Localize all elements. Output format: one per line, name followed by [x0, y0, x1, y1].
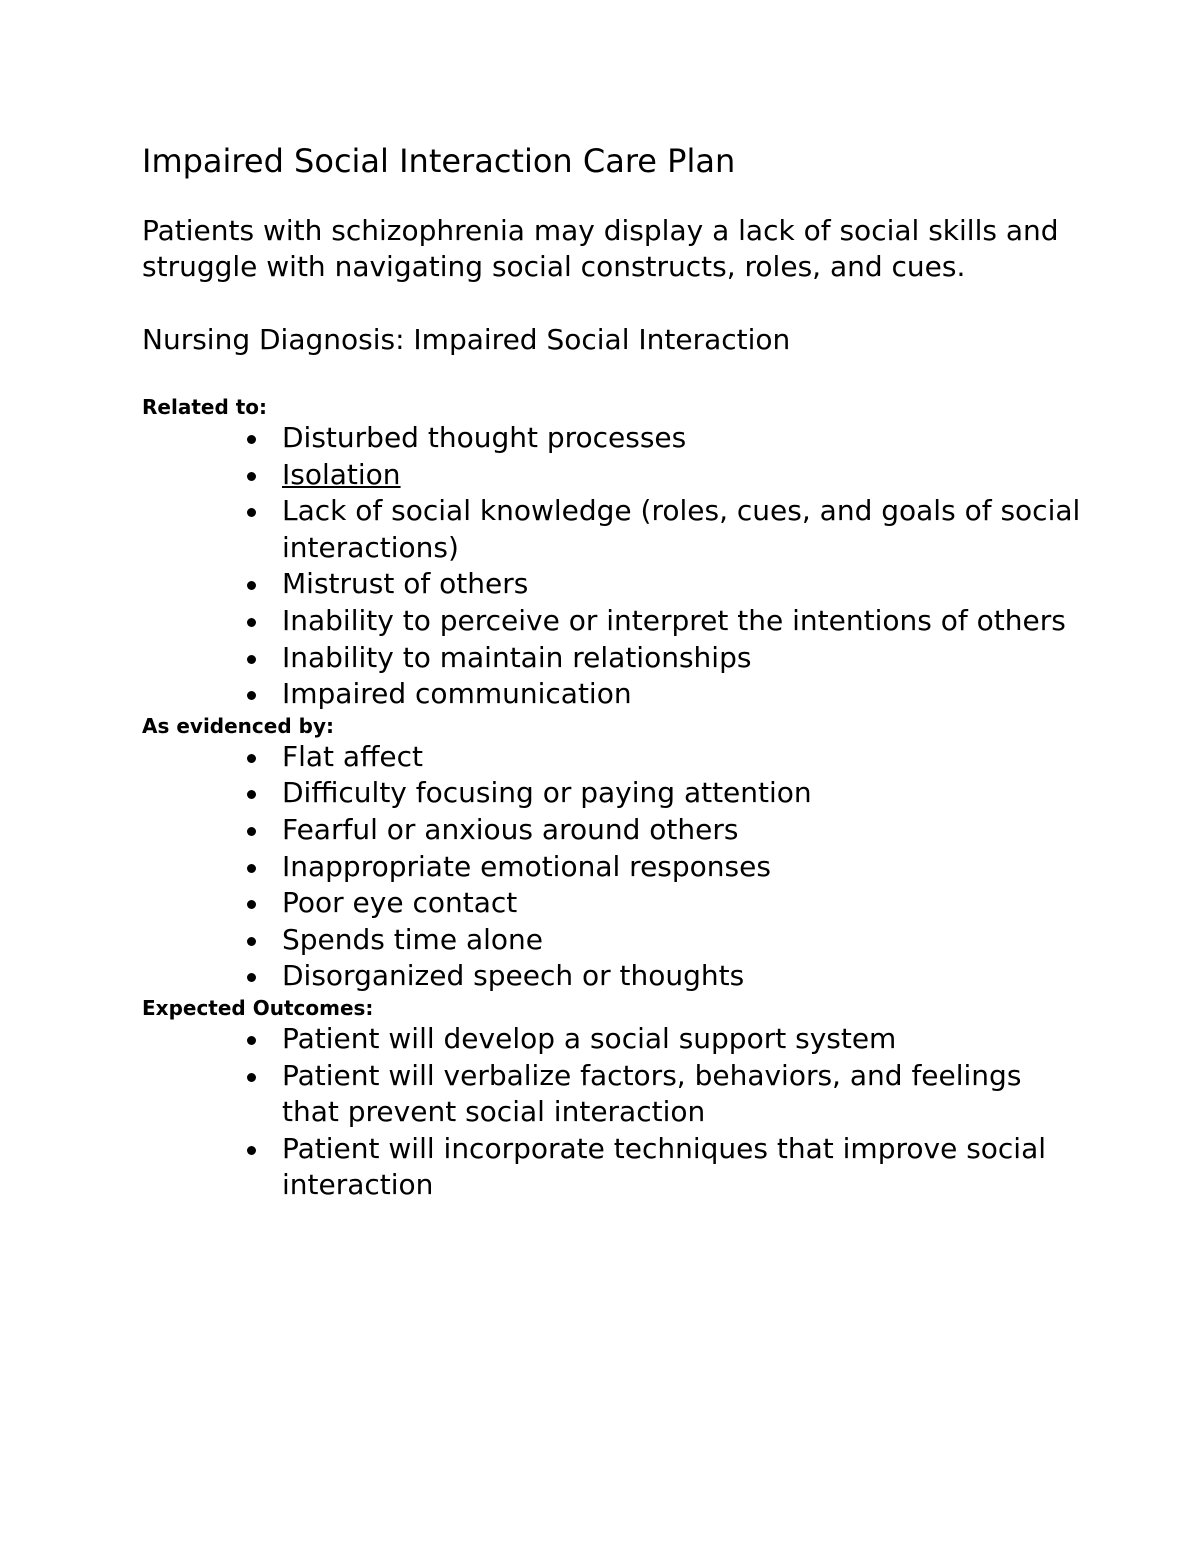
bullet-icon — [247, 827, 256, 836]
list-item-text: Inability to perceive or interpret the intentions of others — [282, 603, 1066, 637]
bullet-icon — [247, 1036, 256, 1045]
nursing-diagnosis: Nursing Diagnosis: Impaired Social Interaction — [142, 323, 791, 356]
bullet-icon — [247, 1146, 256, 1155]
list-item — [282, 958, 1082, 995]
bullet-icon — [247, 618, 256, 627]
bullet-icon — [247, 790, 256, 799]
list-item — [282, 420, 1082, 457]
list-item — [282, 739, 1082, 776]
bullet-icon — [247, 900, 256, 909]
expected-outcomes-heading: Expected Outcomes: — [142, 995, 374, 1020]
bullet-icon — [247, 655, 256, 664]
list-item — [282, 493, 1082, 566]
list-item — [282, 566, 1082, 603]
evidenced-by-list — [142, 739, 1082, 995]
bullet-icon — [247, 1073, 256, 1082]
list-item — [282, 457, 1082, 494]
list-item-text: Poor eye contact — [282, 886, 518, 920]
list-item — [282, 1131, 1082, 1204]
list-item-text: Patient will develop a social support system — [282, 1021, 897, 1055]
evidenced-by-heading: As evidenced by: — [142, 713, 334, 738]
list-item — [282, 775, 1082, 812]
list-item-text: Fearful or anxious around others — [282, 812, 739, 846]
list-item — [282, 1021, 1082, 1058]
related-to-heading: Related to: — [142, 395, 268, 419]
list-item-text: Lack of social knowledge (roles, cues, and goals of social interactions) — [282, 494, 1081, 564]
list-item-text: Inappropriate emotional responses — [282, 849, 771, 883]
bullet-icon — [247, 508, 256, 517]
bullet-icon — [247, 937, 256, 946]
bullet-icon — [247, 472, 256, 481]
list-item-text: Patient will incorporate techniques that improve social interaction — [282, 1131, 1047, 1202]
list-item — [282, 640, 1082, 677]
list-item-text: Disturbed thought processes — [282, 421, 687, 454]
document-content — [142, 140, 1082, 1204]
list-item — [282, 812, 1082, 849]
list-item-text: Mistrust of others — [282, 567, 529, 601]
list-item — [282, 1058, 1082, 1131]
list-item — [282, 603, 1082, 640]
bullet-icon — [247, 691, 256, 700]
list-item-text: Disorganized speech or thoughts — [282, 959, 745, 993]
list-item-text: Impaired communication — [282, 677, 632, 711]
list-item-text: Spends time alone — [282, 922, 543, 956]
expected-outcomes-list — [142, 1021, 1082, 1204]
list-item — [282, 676, 1082, 713]
related-to-list — [142, 420, 1082, 713]
page-title: Impaired Social Interaction Care Plan — [142, 142, 736, 180]
bullet-icon — [247, 754, 256, 763]
list-item-text: Patient will verbalize factors, behaviors, and feelings that prevent social interaction — [282, 1058, 1022, 1129]
list-item-text: Inability to maintain relationships — [282, 640, 752, 674]
bullet-icon — [247, 581, 256, 590]
bullet-icon — [247, 973, 256, 982]
list-item-text: Difficulty focusing or paying attention — [282, 776, 812, 810]
intro-paragraph: Patients with schizophrenia may display a lack of social skills and struggle with navigating social constructs, roles, and cues. — [142, 214, 1059, 283]
list-item-text: Flat affect — [282, 739, 423, 773]
list-item — [282, 922, 1082, 959]
bullet-icon — [247, 435, 256, 444]
bullet-icon — [247, 864, 256, 873]
list-item-text: Isolation — [282, 457, 401, 491]
list-item — [282, 885, 1082, 922]
list-item — [282, 849, 1082, 886]
